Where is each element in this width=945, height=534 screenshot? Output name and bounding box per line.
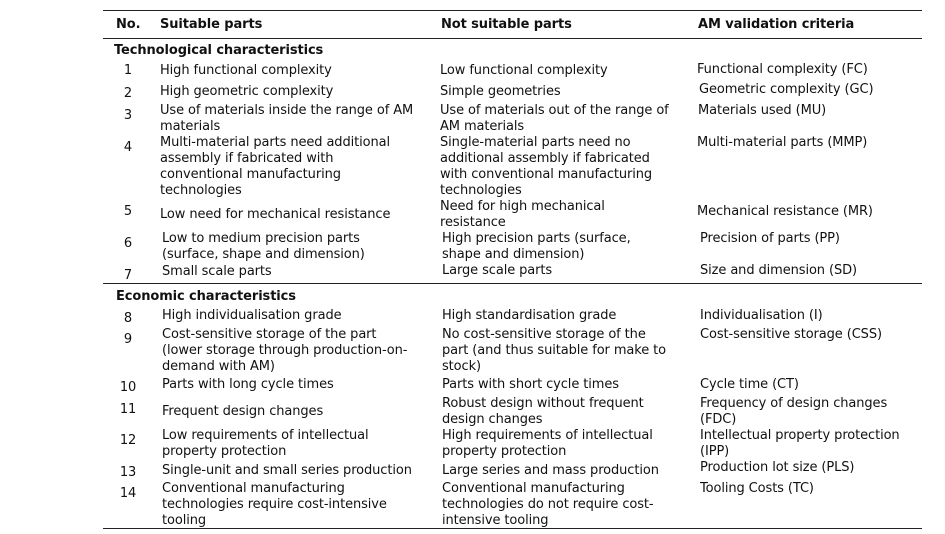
row-number: 9 [123, 332, 133, 347]
not-suitable-part-text: technologies [440, 183, 522, 198]
section-title: Technological characteristics [114, 43, 324, 58]
suitable-part-text: conventional manufacturing [160, 167, 341, 182]
suitable-part-text: tooling [162, 513, 207, 528]
row-number: 8 [123, 311, 133, 326]
not-suitable-part-text: property protection [442, 444, 567, 459]
not-suitable-part-text: resistance [440, 215, 506, 230]
suitable-part-text: technologies [160, 183, 242, 198]
suitable-part-text: Multi-material parts need additional [160, 135, 391, 150]
suitable-part-text: (lower storage through production-on- [162, 343, 408, 358]
suitable-part-text: materials [160, 119, 221, 134]
row-number: 12 [119, 433, 137, 448]
validation-criterion-text: Tooling Costs (TC) [700, 481, 814, 496]
suitable-part-text: High geometric complexity [160, 84, 334, 99]
not-suitable-part-text: intensive tooling [442, 513, 549, 528]
section-title: Economic characteristics [116, 289, 296, 304]
row-number: 14 [119, 486, 137, 501]
not-suitable-part-text: Need for high mechanical [440, 199, 605, 214]
suitable-part-text: Use of materials inside the range of AM [160, 103, 414, 118]
suitable-part-text: demand with AM) [162, 359, 275, 374]
not-suitable-part-text: High standardisation grade [442, 308, 617, 323]
row-number: 11 [119, 402, 137, 417]
header-bottom-rule [103, 38, 922, 39]
not-suitable-part-text: Use of materials out of the range of [440, 103, 669, 118]
suitable-part-text: Low to medium precision parts [162, 231, 360, 246]
suitable-part-text: technologies require cost-intensive [162, 497, 387, 512]
not-suitable-part-text: with conventional manufacturing [440, 167, 653, 182]
suitable-part-text: Frequent design changes [162, 404, 324, 419]
header-no: No. [116, 17, 141, 32]
validation-criterion-text: Geometric complexity (GC) [699, 82, 874, 97]
suitable-part-text: (surface, shape and dimension) [162, 247, 365, 262]
not-suitable-part-text: AM materials [440, 119, 525, 134]
row-number: 1 [123, 63, 133, 78]
not-suitable-part-text: Simple geometries [440, 84, 561, 99]
not-suitable-part-text: Large series and mass production [442, 463, 659, 478]
suitable-part-text: Low need for mechanical resistance [160, 207, 391, 222]
validation-criterion-text: Cost-sensitive storage (CSS) [700, 327, 882, 342]
not-suitable-part-text: Conventional manufacturing [442, 481, 625, 496]
validation-criterion-text: (FDC) [700, 412, 737, 427]
row-number: 10 [119, 380, 137, 395]
suitable-part-text: assembly if fabricated with [160, 151, 334, 166]
row-number: 2 [123, 86, 133, 101]
section-divider-rule [103, 283, 922, 284]
row-number: 7 [123, 268, 133, 283]
row-number: 5 [123, 204, 133, 219]
validation-criterion-text: Functional complexity (FC) [697, 62, 868, 77]
not-suitable-part-text: additional assembly if fabricated [440, 151, 650, 166]
validation-criterion-text: Precision of parts (PP) [700, 231, 840, 246]
table-top-rule [103, 10, 922, 11]
suitable-part-text: Conventional manufacturing [162, 481, 345, 496]
header-criteria: AM validation criteria [698, 17, 855, 32]
validation-criterion-text: Frequency of design changes [700, 396, 888, 411]
row-number: 13 [119, 465, 137, 480]
validation-criterion-text: Size and dimension (SD) [700, 263, 857, 278]
suitable-part-text: Single-unit and small series production [162, 463, 412, 478]
not-suitable-part-text: Single-material parts need no [440, 135, 631, 150]
validation-criterion-text: Multi-material parts (MMP) [697, 135, 868, 150]
not-suitable-part-text: High requirements of intellectual [442, 428, 653, 443]
not-suitable-part-text: Robust design without frequent [442, 396, 644, 411]
validation-criterion-text: Materials used (MU) [698, 103, 827, 118]
header-suitable: Suitable parts [160, 17, 263, 32]
validation-criterion-text: (IPP) [700, 444, 730, 459]
not-suitable-part-text: Low functional complexity [440, 63, 608, 78]
suitable-part-text: High functional complexity [160, 63, 332, 78]
suitable-part-text: property protection [162, 444, 287, 459]
row-number: 3 [123, 108, 133, 123]
suitable-part-text: Parts with long cycle times [162, 377, 334, 392]
not-suitable-part-text: technologies do not require cost- [442, 497, 654, 512]
not-suitable-part-text: Large scale parts [442, 263, 553, 278]
header-not-suitable: Not suitable parts [441, 17, 572, 32]
row-number: 6 [123, 236, 133, 251]
not-suitable-part-text: part (and thus suitable for make to [442, 343, 667, 358]
suitable-part-text: High individualisation grade [162, 308, 342, 323]
not-suitable-part-text: design changes [442, 412, 543, 427]
suitable-part-text: Cost-sensitive storage of the part [162, 327, 377, 342]
not-suitable-part-text: No cost-sensitive storage of the [442, 327, 646, 342]
row-number: 4 [123, 140, 133, 155]
validation-criterion-text: Mechanical resistance (MR) [697, 204, 873, 219]
not-suitable-part-text: stock) [442, 359, 481, 374]
validation-criterion-text: Intellectual property protection [700, 428, 900, 443]
validation-criterion-text: Production lot size (PLS) [700, 460, 855, 475]
not-suitable-part-text: Parts with short cycle times [442, 377, 619, 392]
not-suitable-part-text: shape and dimension) [442, 247, 585, 262]
validation-criterion-text: Cycle time (CT) [700, 377, 799, 392]
not-suitable-part-text: High precision parts (surface, [442, 231, 631, 246]
suitable-part-text: Low requirements of intellectual [162, 428, 369, 443]
suitable-part-text: Small scale parts [162, 264, 272, 279]
validation-criterion-text: Individualisation (I) [700, 308, 823, 323]
